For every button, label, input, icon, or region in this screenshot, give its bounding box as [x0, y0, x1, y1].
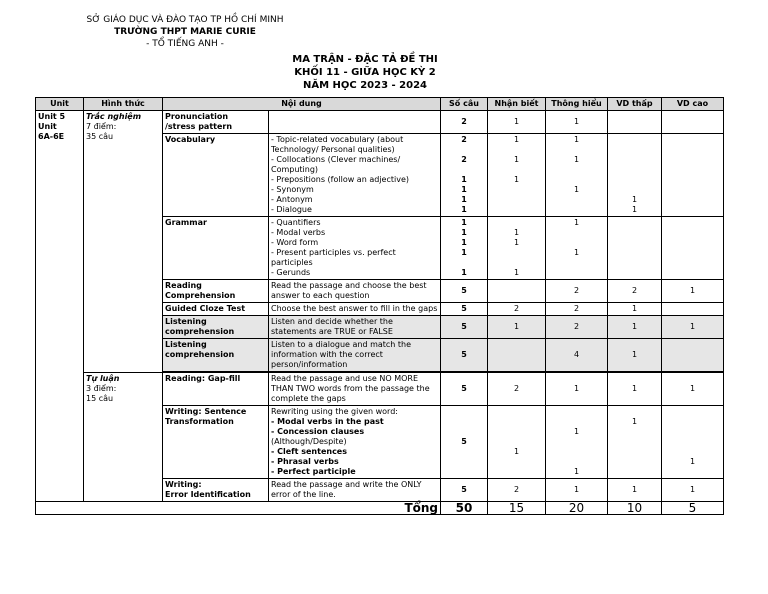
- total-label: Tổng: [36, 502, 441, 515]
- title-line-3: NĂM HỌC 2023 - 2024: [302, 80, 427, 91]
- content-cell: Rewriting using the given word: - Modal verbs in the past - Concession clauses (Although/Despite) - Cleft sentences - Phrasal verbs - Perfect participle: [269, 406, 441, 479]
- form-essay-cell: Tự luận 3 điểm: 15 câu: [84, 373, 163, 502]
- content-cell: Read the passage and use NO MORE THAN TWO words from the passage the complete the gaps: [269, 373, 441, 406]
- exam-matrix-table: [35, 97, 724, 515]
- skill-cell: Reading Comprehension: [163, 280, 269, 303]
- skill-cell: Writing: Sentence Transformation: [163, 406, 269, 479]
- title-line-2: KHỐI 11 - GIỮA HỌC KỲ 2: [294, 67, 436, 78]
- unit-cell: Unit 5 Unit 6A-6E: [36, 111, 84, 502]
- document-title: [280, 53, 450, 92]
- skill-cell: Reading: Gap-fill: [163, 373, 269, 406]
- col-header: Thông hiểu: [546, 98, 608, 111]
- table-row: Guided Cloze Test Choose the best answer to fill in the gaps 5 2 2 1: [36, 303, 724, 316]
- total-vdt: 10: [608, 502, 662, 515]
- table-row: Listening comprehension Listen to a dialogue and match the information with the correct person/information 5 4 1: [36, 339, 724, 372]
- total-row: [36, 502, 724, 515]
- table-row: Unit 5 Unit 6A-6E Trắc nghiệm 7 điểm: 35 câu Pronunciation /stress pattern 2 1 1: [36, 111, 724, 134]
- total-vdc: 5: [662, 502, 724, 515]
- table-row: Reading Comprehension Read the passage and choose the best answer to each question 5 2 2 1: [36, 280, 724, 303]
- table-row: Tự luận 3 điểm: 15 câu Reading: Gap-fill Read the passage and use NO MORE THAN TWO words from the passage the complete the gaps 5 2 1 1 1: [36, 373, 724, 406]
- content-cell: Choose the best answer to fill in the gaps: [269, 303, 441, 316]
- col-header: VD thấp: [608, 98, 662, 111]
- col-header: Số câu: [441, 98, 488, 111]
- table-row: Vocabulary - Topic-related vocabulary (about Technology/ Personal qualities) - Collocations (Clever machines/ Computing) - Prepositions (follow an adjective) - Synonym - Antonym - Dialogue 2 2 1 1 1 1 1 1 1 1 1 1 1 1: [36, 134, 724, 217]
- group-name: - TỔ TIẾNG ANH -: [146, 39, 224, 49]
- table-header-row: [36, 98, 724, 111]
- content-cell: Listen and decide whether the statements are TRUE or FALSE: [269, 316, 441, 339]
- content-cell: Read the passage and write the ONLY error of the line.: [269, 479, 441, 502]
- col-header: Nội dung: [163, 98, 441, 111]
- department-name: SỞ GIÁO DỤC VÀ ĐÀO TẠO TP HỒ CHÍ MINH: [86, 15, 284, 25]
- table-row: Listening comprehension Listen and decide whether the statements are TRUE or FALSE 5 1 2 1 1: [36, 316, 724, 339]
- content-cell: Read the passage and choose the best answer to each question: [269, 280, 441, 303]
- table-row: Grammar - Quantifiers - Modal verbs - Word form - Present participles vs. perfect participles - Gerunds 1 1 1 1 1 1 1 1 1 1: [36, 217, 724, 280]
- school-header: [70, 14, 300, 50]
- skill-cell: Vocabulary: [163, 134, 269, 217]
- content-cell: - Topic-related vocabulary (about Technology/ Personal qualities) - Collocations (Clever machines/ Computing) - Prepositions (follow an adjective) - Synonym - Antonym - Dialogue: [269, 134, 441, 217]
- content-cell: - Quantifiers - Modal verbs - Word form - Present participles vs. perfect participles - Gerunds: [269, 217, 441, 280]
- skill-cell: Writing: Error Identification: [163, 479, 269, 502]
- total-so-cau: 50: [441, 502, 488, 515]
- skill-cell: Listening comprehension: [163, 316, 269, 339]
- title-line-1: MA TRẬN - ĐẶC TẢ ĐỀ THI: [292, 54, 438, 65]
- table-row: Writing: Sentence Transformation Rewriting using the given word: - Modal verbs in the past - Concession clauses (Although/Despite) - Cleft sentences - Phrasal verbs - Perfect participle 5 1 1 1 1 1: [36, 406, 724, 479]
- skill-cell: Pronunciation /stress pattern: [163, 111, 269, 134]
- form-objective-cell: Trắc nghiệm 7 điểm: 35 câu: [84, 111, 163, 373]
- school-name: TRƯỜNG THPT MARIE CURIE: [114, 27, 256, 37]
- content-cell: Listen to a dialogue and match the information with the correct person/information: [269, 339, 441, 372]
- total-nb: 15: [488, 502, 546, 515]
- col-header: VD cao: [662, 98, 724, 111]
- col-header: Nhận biết: [488, 98, 546, 111]
- col-header: Hình thức: [84, 98, 163, 111]
- skill-cell: Grammar: [163, 217, 269, 280]
- col-header: Unit: [36, 98, 84, 111]
- total-th: 20: [546, 502, 608, 515]
- skill-cell: Guided Cloze Test: [163, 303, 269, 316]
- table-row: Writing: Error Identification Read the passage and write the ONLY error of the line. 5 2 1 1 1: [36, 479, 724, 502]
- skill-cell: Listening comprehension: [163, 339, 269, 372]
